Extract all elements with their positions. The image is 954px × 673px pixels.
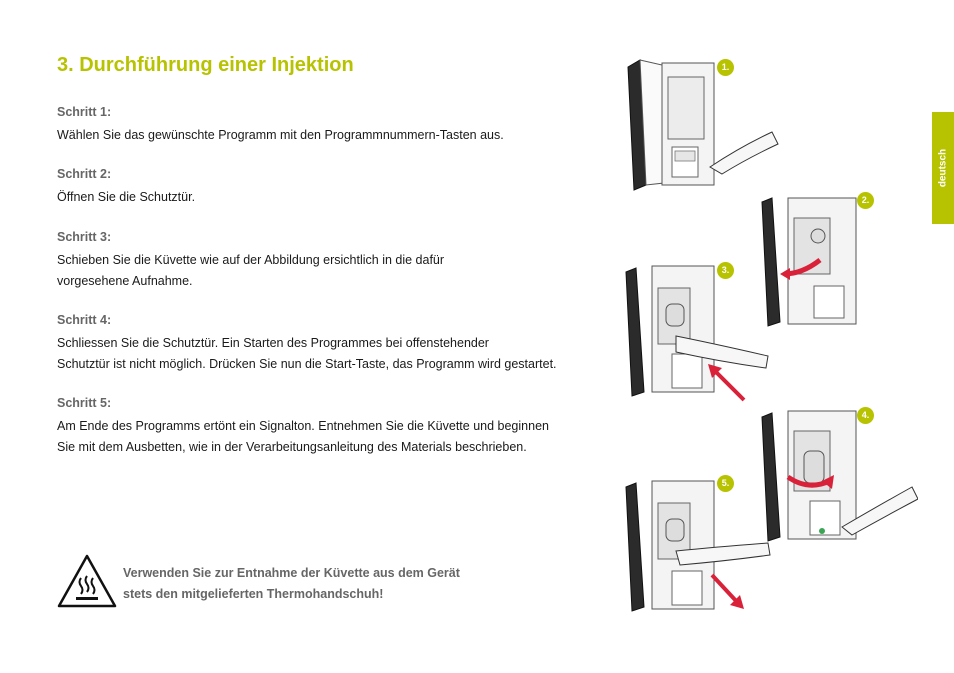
step-label: Schritt 3: <box>57 230 112 244</box>
step-2 <box>57 167 617 208</box>
hot-surface-warning-icon <box>57 554 117 608</box>
step-badge: 5. <box>717 475 734 492</box>
step-badge: 4. <box>857 407 874 424</box>
step-5 <box>57 396 617 458</box>
step-label: Schritt 5: <box>57 396 112 410</box>
step-text: Am Ende des Programms ertönt ein Signalton. Entnehmen Sie die Küvette und beginnen Sie mit dem Ausbetten, wie in der Verarbeitungsanleitung des Materials beschrieben. <box>57 419 549 454</box>
step-text: Schieben Sie die Küvette wie auf der Abbildung ersichtlich in die dafür vorgesehene Aufnahme. <box>57 253 445 288</box>
step-label: Schritt 4: <box>57 313 112 327</box>
step-badge: 1. <box>717 59 734 76</box>
step-text: Schliessen Sie die Schutztür. Ein Starten des Programmes bei offenstehender Schutztür ist nicht möglich. Drücken Sie nun die Start-Taste, das Programm wird gestartet. <box>57 336 557 371</box>
step-label: Schritt 2: <box>57 167 112 181</box>
page-title: 3. Durchführung einer Injektion <box>57 54 354 76</box>
step-badge: 3. <box>717 262 734 279</box>
illustration-step-4 <box>758 405 918 545</box>
warning-text: Verwenden Sie zur Entnahme der Küvette aus dem Gerät stets den mitgelieferten Thermohandschuh! <box>123 566 460 601</box>
illustration-step-2 <box>758 190 878 330</box>
step-4 <box>57 313 627 375</box>
step-1 <box>57 105 617 146</box>
language-tab[interactable]: deutsch <box>932 112 954 224</box>
step-text: Öffnen Sie die Schutztür. <box>57 190 196 204</box>
step-label: Schritt 1: <box>57 105 112 119</box>
step-text: Wählen Sie das gewünschte Programm mit den Programmnummern-Tasten aus. <box>57 128 504 142</box>
step-3 <box>57 230 617 292</box>
illustration-step-1 <box>620 55 780 195</box>
step-badge: 2. <box>857 192 874 209</box>
illustration-step-3 <box>620 260 775 405</box>
illustration-step-5 <box>620 475 775 620</box>
